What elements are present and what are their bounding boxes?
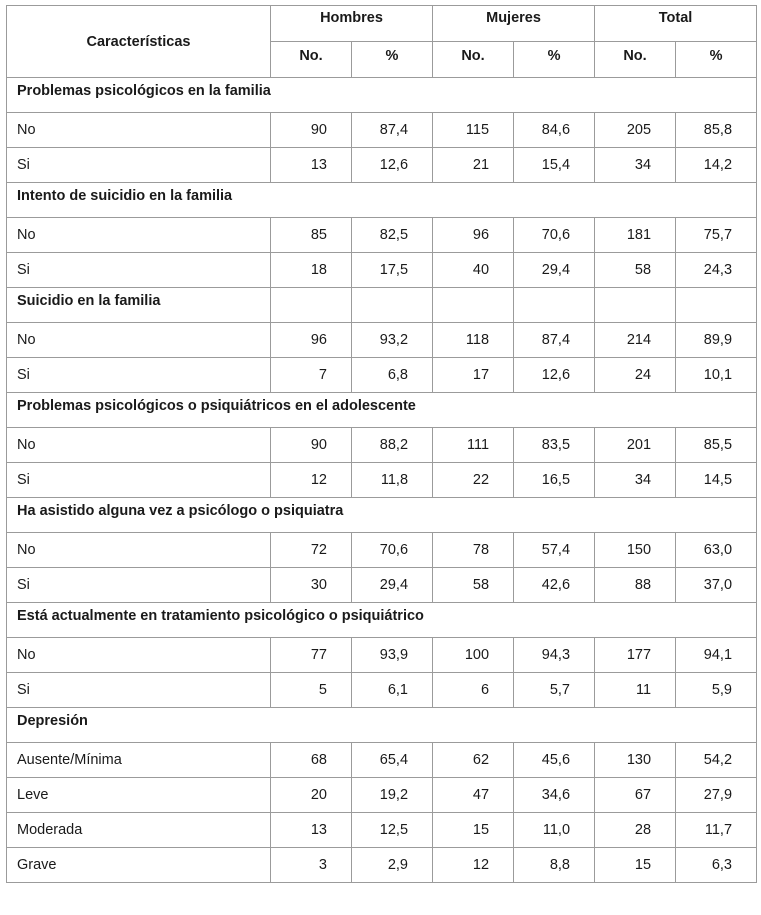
table-row [7, 323, 757, 358]
row-label: Grave [7, 848, 271, 883]
percent-cell: 37,0 [676, 568, 757, 603]
percent-cell: 14,5 [676, 463, 757, 498]
percent-cell: 82,5 [352, 218, 433, 253]
count-cell: 5 [271, 673, 352, 708]
count-cell: 22 [433, 463, 514, 498]
table-row [7, 813, 757, 848]
subheader-no: No. [271, 42, 352, 78]
percent-cell: 15,4 [514, 148, 595, 183]
percent-cell: 12,6 [352, 148, 433, 183]
count-cell: 96 [271, 323, 352, 358]
group-header-total: Total [595, 6, 757, 42]
section-header-row [7, 78, 757, 113]
row-label: No [7, 533, 271, 568]
count-cell: 72 [271, 533, 352, 568]
count-cell: 205 [595, 113, 676, 148]
count-cell: 150 [595, 533, 676, 568]
percent-cell: 12,5 [352, 813, 433, 848]
table-body [7, 78, 757, 883]
count-cell: 13 [271, 813, 352, 848]
percent-cell: 45,6 [514, 743, 595, 778]
percent-cell: 93,9 [352, 638, 433, 673]
section-header-row [7, 498, 757, 533]
table-row [7, 218, 757, 253]
row-label: Ausente/Mínima [7, 743, 271, 778]
subheader-no: No. [433, 42, 514, 78]
percent-cell: 70,6 [352, 533, 433, 568]
count-cell: 214 [595, 323, 676, 358]
count-cell: 85 [271, 218, 352, 253]
percent-cell: 11,7 [676, 813, 757, 848]
count-cell: 40 [433, 253, 514, 288]
row-label: Si [7, 673, 271, 708]
count-cell: 15 [433, 813, 514, 848]
percent-cell: 42,6 [514, 568, 595, 603]
percent-cell: 17,5 [352, 253, 433, 288]
count-cell: 12 [271, 463, 352, 498]
count-cell: 20 [271, 778, 352, 813]
table-row [7, 848, 757, 883]
percent-cell: 87,4 [514, 323, 595, 358]
empty-cell [352, 288, 433, 323]
count-cell: 90 [271, 428, 352, 463]
percent-cell: 10,1 [676, 358, 757, 393]
count-cell: 34 [595, 148, 676, 183]
percent-cell: 27,9 [676, 778, 757, 813]
count-cell: 96 [433, 218, 514, 253]
section-title: Depresión [7, 708, 757, 743]
count-cell: 88 [595, 568, 676, 603]
table-row [7, 533, 757, 568]
row-label: No [7, 638, 271, 673]
count-cell: 12 [433, 848, 514, 883]
row-label: Si [7, 148, 271, 183]
percent-cell: 6,3 [676, 848, 757, 883]
percent-cell: 54,2 [676, 743, 757, 778]
percent-cell: 83,5 [514, 428, 595, 463]
row-label: Si [7, 568, 271, 603]
percent-cell: 16,5 [514, 463, 595, 498]
empty-cell [271, 288, 352, 323]
percent-cell: 63,0 [676, 533, 757, 568]
characteristics-header: Características [7, 6, 271, 78]
group-header-hombres: Hombres [271, 6, 433, 42]
percent-cell: 84,6 [514, 113, 595, 148]
count-cell: 17 [433, 358, 514, 393]
count-cell: 177 [595, 638, 676, 673]
subheader-pct: % [352, 42, 433, 78]
count-cell: 3 [271, 848, 352, 883]
count-cell: 7 [271, 358, 352, 393]
header-row [7, 6, 757, 42]
percent-cell: 94,1 [676, 638, 757, 673]
count-cell: 34 [595, 463, 676, 498]
percent-cell: 29,4 [352, 568, 433, 603]
row-label: Leve [7, 778, 271, 813]
count-cell: 47 [433, 778, 514, 813]
group-header-mujeres: Mujeres [433, 6, 595, 42]
percent-cell: 87,4 [352, 113, 433, 148]
count-cell: 130 [595, 743, 676, 778]
table-row [7, 568, 757, 603]
row-label: No [7, 113, 271, 148]
percent-cell: 88,2 [352, 428, 433, 463]
table-row [7, 638, 757, 673]
row-label: No [7, 218, 271, 253]
table-row [7, 253, 757, 288]
percent-cell: 93,2 [352, 323, 433, 358]
section-title: Ha asistido alguna vez a psicólogo o psiquiatra [7, 498, 757, 533]
percent-cell: 65,4 [352, 743, 433, 778]
percent-cell: 57,4 [514, 533, 595, 568]
percent-cell: 8,8 [514, 848, 595, 883]
count-cell: 18 [271, 253, 352, 288]
section-header-row [7, 708, 757, 743]
count-cell: 21 [433, 148, 514, 183]
count-cell: 62 [433, 743, 514, 778]
percent-cell: 70,6 [514, 218, 595, 253]
percent-cell: 2,9 [352, 848, 433, 883]
section-header-row [7, 288, 757, 323]
count-cell: 28 [595, 813, 676, 848]
count-cell: 24 [595, 358, 676, 393]
count-cell: 58 [433, 568, 514, 603]
count-cell: 201 [595, 428, 676, 463]
percent-cell: 85,8 [676, 113, 757, 148]
row-label: No [7, 323, 271, 358]
count-cell: 100 [433, 638, 514, 673]
count-cell: 68 [271, 743, 352, 778]
subheader-pct: % [676, 42, 757, 78]
row-label: No [7, 428, 271, 463]
subheader-pct: % [514, 42, 595, 78]
count-cell: 111 [433, 428, 514, 463]
percent-cell: 19,2 [352, 778, 433, 813]
count-cell: 78 [433, 533, 514, 568]
count-cell: 30 [271, 568, 352, 603]
section-header-row [7, 183, 757, 218]
percent-cell: 6,8 [352, 358, 433, 393]
section-header-row [7, 603, 757, 638]
section-header-row [7, 393, 757, 428]
count-cell: 13 [271, 148, 352, 183]
row-label: Si [7, 253, 271, 288]
empty-cell [433, 288, 514, 323]
section-title: Problemas psicológicos o psiquiátricos en el adolescente [7, 393, 757, 428]
subheader-no: No. [595, 42, 676, 78]
section-title: Está actualmente en tratamiento psicológico o psiquiátrico [7, 603, 757, 638]
data-table [6, 5, 757, 883]
table-row [7, 778, 757, 813]
table-row [7, 673, 757, 708]
table-row [7, 148, 757, 183]
percent-cell: 75,7 [676, 218, 757, 253]
percent-cell: 85,5 [676, 428, 757, 463]
row-label: Si [7, 463, 271, 498]
empty-cell [514, 288, 595, 323]
count-cell: 115 [433, 113, 514, 148]
count-cell: 67 [595, 778, 676, 813]
percent-cell: 29,4 [514, 253, 595, 288]
row-label: Moderada [7, 813, 271, 848]
percent-cell: 94,3 [514, 638, 595, 673]
section-title: Problemas psicológicos en la familia [7, 78, 757, 113]
percent-cell: 24,3 [676, 253, 757, 288]
percent-cell: 5,7 [514, 673, 595, 708]
percent-cell: 5,9 [676, 673, 757, 708]
table-row [7, 428, 757, 463]
percent-cell: 6,1 [352, 673, 433, 708]
empty-cell [676, 288, 757, 323]
percent-cell: 89,9 [676, 323, 757, 358]
empty-cell [595, 288, 676, 323]
count-cell: 118 [433, 323, 514, 358]
row-label: Si [7, 358, 271, 393]
count-cell: 90 [271, 113, 352, 148]
section-title: Suicidio en la familia [7, 288, 271, 323]
percent-cell: 12,6 [514, 358, 595, 393]
percent-cell: 14,2 [676, 148, 757, 183]
count-cell: 15 [595, 848, 676, 883]
section-title: Intento de suicidio en la familia [7, 183, 757, 218]
count-cell: 77 [271, 638, 352, 673]
percent-cell: 11,0 [514, 813, 595, 848]
table-row [7, 358, 757, 393]
percent-cell: 34,6 [514, 778, 595, 813]
count-cell: 6 [433, 673, 514, 708]
percent-cell: 11,8 [352, 463, 433, 498]
count-cell: 58 [595, 253, 676, 288]
count-cell: 11 [595, 673, 676, 708]
count-cell: 181 [595, 218, 676, 253]
table-row [7, 113, 757, 148]
table-row [7, 463, 757, 498]
table-row [7, 743, 757, 778]
